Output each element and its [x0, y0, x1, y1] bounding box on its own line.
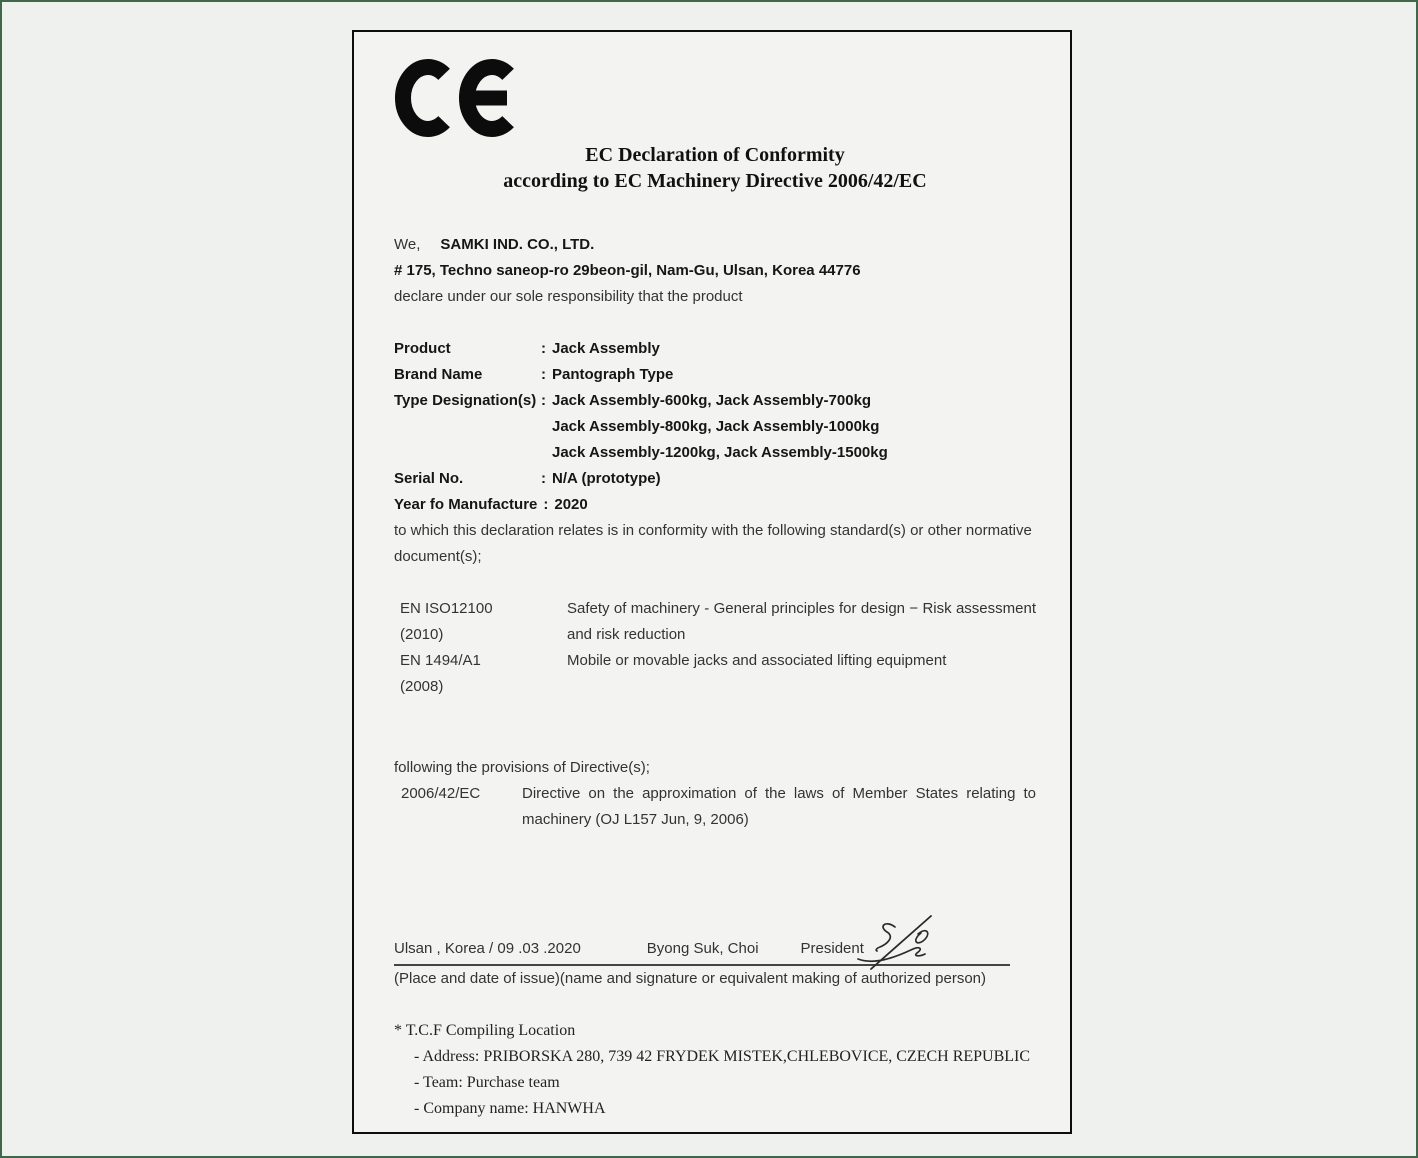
field-value: N/A (prototype) [552, 470, 661, 487]
directives-block [394, 755, 1036, 833]
tcf-item: - Team: Purchase team [414, 1074, 560, 1091]
directive-description: Directive on the approximation of the laws of Member States relating to [522, 785, 1036, 802]
field-label: Brand Name [394, 366, 483, 383]
standard-year: (2008) [400, 678, 444, 695]
field-value: 2020 [554, 496, 588, 513]
place-and-date: Ulsan , Korea / 09 .03 .2020 [394, 940, 581, 957]
field-value: Jack Assembly-600kg, Jack Assembly-700kg [552, 392, 872, 409]
product-row: Serial No. : N/A (prototype) [394, 466, 1036, 492]
field-label: Serial No. [394, 470, 464, 487]
field-label: Year fo Manufacture [394, 496, 538, 513]
certificate-document [352, 30, 1072, 1134]
signature-caption: (Place and date of issue)(name and signature or equivalent making of authorized person) [394, 970, 987, 987]
document-title-block [394, 142, 1036, 194]
field-value: Jack Assembly-1200kg, Jack Assembly-1500kg [552, 444, 888, 461]
signatory-name: Byong Suk, Choi [646, 940, 759, 957]
standard-code: EN 1494/A1 [400, 652, 481, 669]
company-name: SAMKI IND. CO., LTD. [440, 236, 595, 253]
field-value: Pantograph Type [552, 366, 674, 383]
standards-list [394, 596, 1036, 700]
signature-scribble [852, 910, 948, 972]
field-value: Jack Assembly-800kg, Jack Assembly-1000kg [552, 418, 880, 435]
standard-year: (2010) [400, 626, 444, 643]
field-label: Product [394, 340, 451, 357]
we-label: We, [394, 236, 421, 253]
declarant-line [394, 232, 1036, 258]
directive-entry [394, 781, 1036, 833]
tcf-item: - Company name: HANWHA [414, 1100, 606, 1117]
standard-entry [400, 648, 1036, 700]
document-title: EC Declaration of Conformity [585, 144, 845, 166]
tcf-item: - Address: PRIBORSKA 280, 739 42 FRYDEK MISTEK,CHLEBOVICE, CZECH REPUBLIC [414, 1048, 1031, 1065]
ce-mark-logo [394, 58, 516, 138]
declarant-block [394, 232, 1036, 310]
field-value: Jack Assembly [552, 340, 660, 357]
standard-code: EN ISO12100 [400, 600, 493, 617]
product-details-block [394, 336, 1036, 518]
product-row: Type Designation(s) : Jack Assembly-600kg, Jack Assembly-700kg [394, 388, 1036, 414]
signature-block [394, 936, 1036, 992]
standard-description: Safety of machinery - General principles for design − Risk assessment [567, 600, 1036, 617]
standard-description: Mobile or movable jacks and associated lifting equipment [567, 652, 947, 669]
product-row [394, 440, 1036, 466]
field-label: Type Designation(s) [394, 392, 537, 409]
directive-description: machinery (OJ L157 Jun, 9, 2006) [522, 811, 749, 828]
field-label [394, 414, 541, 440]
signature-line [394, 936, 1010, 966]
directives-intro: following the provisions of Directive(s); [394, 759, 650, 776]
product-row: Product : Jack Assembly [394, 336, 1036, 362]
conformity-statement: to which this declaration relates is in conformity with the following standard(s) or other normative document(s); [394, 522, 1032, 565]
product-row: Brand Name : Pantograph Type [394, 362, 1036, 388]
tcf-block [394, 1018, 1036, 1122]
document-subtitle: according to EC Machinery Directive 2006/42/EC [503, 170, 927, 192]
declaration-statement: declare under our sole responsibility that the product [394, 288, 743, 305]
standard-entry [400, 596, 1036, 648]
directive-code: 2006/42/EC [401, 785, 481, 802]
standard-description: and risk reduction [567, 626, 686, 643]
signatory-title: President [800, 940, 864, 957]
product-row [394, 414, 1036, 440]
year-of-manufacture-row: Year fo Manufacture : 2020 [394, 492, 1036, 518]
company-address: # 175, Techno saneop-ro 29beon-gil, Nam-Gu, Ulsan, Korea 44776 [394, 262, 861, 279]
tcf-heading: * T.C.F Compiling Location [394, 1022, 576, 1039]
field-label [394, 440, 541, 466]
